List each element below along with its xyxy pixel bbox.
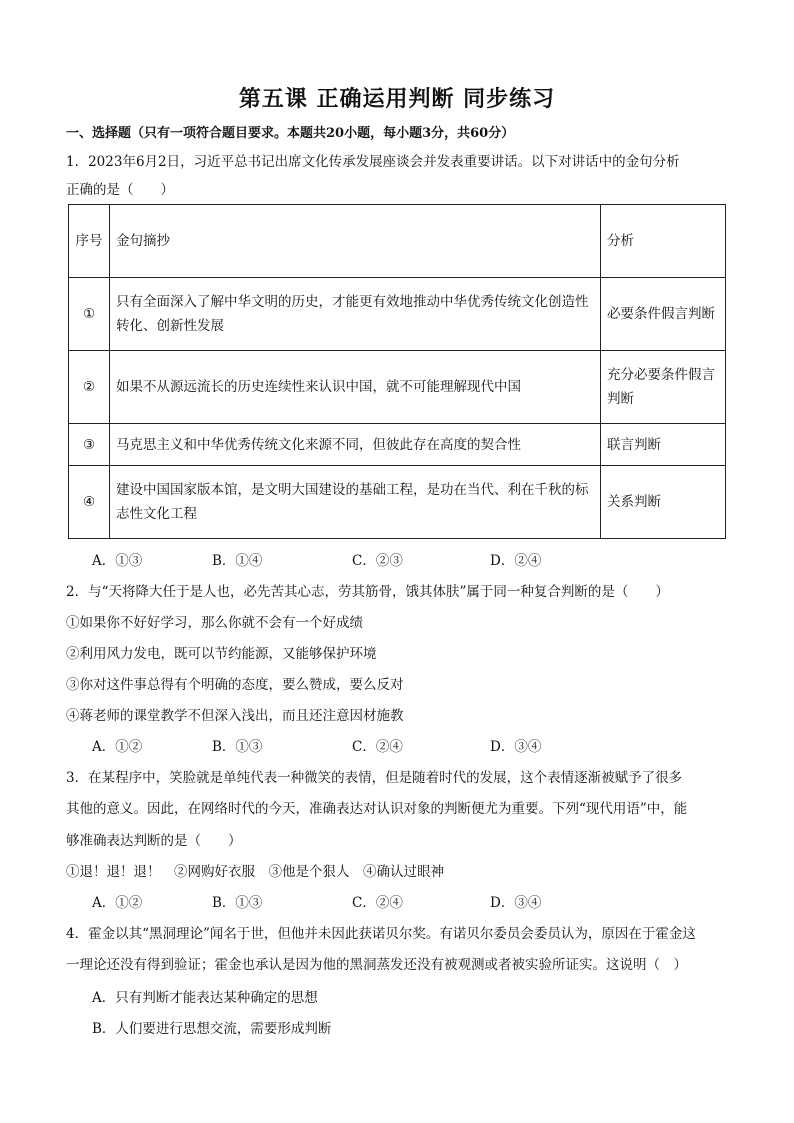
option-a[interactable]: A．只有判断才能表达某种确定的思想	[92, 990, 318, 1006]
option-b[interactable]: B．①③	[212, 739, 263, 755]
row-quote: 只有全面深入了解中华文明的历史，才能更有效地推动中华优秀传统文化创造性转化、创新性发展	[110, 278, 601, 351]
table-row	[69, 278, 726, 351]
option-c[interactable]: C．②④	[352, 739, 403, 755]
option-d[interactable]: D．③④	[490, 739, 542, 755]
q4-stem-line2: 一理论还没有得到验证；霍金也承认是因为他的黑洞蒸发还没有被观测或者被实验所证实。这说明（ ）	[66, 957, 687, 973]
row-quote: 建设中国国家版本馆，是文明大国建设的基础工程，是功在当代、利在千秋的标志性文化工程	[110, 466, 601, 539]
option-c[interactable]: C．②④	[352, 895, 403, 911]
section-heading: 一、选择题（只有一项符合题目要求。本题共20小题，每小题3分，共60分）	[66, 126, 515, 141]
row-number: ④	[69, 466, 110, 539]
q1-stem-line2: 正确的是（ ）	[66, 182, 174, 198]
option-d[interactable]: D．③④	[490, 895, 542, 911]
q2-item: ④蒋老师的课堂教学不但深入浅出，而且还注意因材施教	[66, 708, 404, 724]
q4-stem-line1: 4．霍金以其“黑洞理论”闻名于世，但他并未因此获诺贝尔奖。有诺贝尔委员会委员认为，原因在于霍金这	[66, 926, 696, 942]
q1-table	[68, 204, 726, 539]
q3-stem-line1: 3．在某程序中，笑脸就是单纯代表一种微笑的表情，但是随着时代的发展，这个表情逐渐被赋予了很多	[66, 770, 683, 786]
option-b[interactable]: B．①③	[212, 895, 263, 911]
option-a[interactable]: A．①②	[92, 895, 143, 911]
q2-item: ③你对这件事总得有个明确的态度，要么赞成，要么反对	[66, 677, 404, 693]
table-row	[69, 466, 726, 539]
q2-stem: 2．与“天将降大任于是人也，必先苦其心志，劳其筋骨，饿其体肤”属于同一种复合判断的是（ ）	[66, 584, 669, 600]
q1-stem-line1: 1．2023年6月2日，习近平总书记出席文化传承发展座谈会并发表重要讲话。以下对讲话中的金句分析	[66, 154, 680, 170]
table-row	[69, 424, 726, 466]
q2-item: ①如果你不好好学习，那么你就不会有一个好成绩	[66, 615, 363, 631]
option-c[interactable]: C．②③	[352, 553, 403, 569]
row-analysis: 充分必要条件假言判断	[601, 351, 726, 424]
table-row	[69, 351, 726, 424]
row-number: ①	[69, 278, 110, 351]
row-number: ②	[69, 351, 110, 424]
header-number: 序号	[69, 205, 110, 278]
row-analysis: 联言判断	[601, 424, 726, 466]
row-number: ③	[69, 424, 110, 466]
option-b[interactable]: B．①④	[212, 553, 263, 569]
table-header-row	[69, 205, 726, 278]
row-analysis: 必要条件假言判断	[601, 278, 726, 351]
row-quote: 如果不从源远流长的历史连续性来认识中国，就不可能理解现代中国	[110, 351, 601, 424]
option-d[interactable]: D．②④	[490, 553, 542, 569]
header-analysis: 分析	[601, 205, 726, 278]
option-b[interactable]: B．人们要进行思想交流，需要形成判断	[92, 1021, 332, 1037]
option-a[interactable]: A．①②	[92, 739, 143, 755]
page-title: 第五课 正确运用判断 同步练习	[238, 87, 556, 112]
q3-items: ①退！退！退！ ②网购好衣服 ③他是个狠人 ④确认过眼神	[66, 864, 444, 880]
row-quote: 马克思主义和中华优秀传统文化来源不同，但彼此存在高度的契合性	[110, 424, 601, 466]
row-analysis: 关系判断	[601, 466, 726, 539]
q3-stem-line2: 其他的意义。因此，在网络时代的今天，准确表达对认识对象的判断便尤为重要。下列“现代用语”中，能	[66, 801, 688, 817]
q3-stem-line3: 够准确表达判断的是（ ）	[66, 833, 242, 849]
q2-item: ②利用风力发电，既可以节约能源，又能够保护环境	[66, 646, 377, 662]
header-quote: 金句摘抄	[110, 205, 601, 278]
option-a[interactable]: A．①③	[92, 553, 143, 569]
